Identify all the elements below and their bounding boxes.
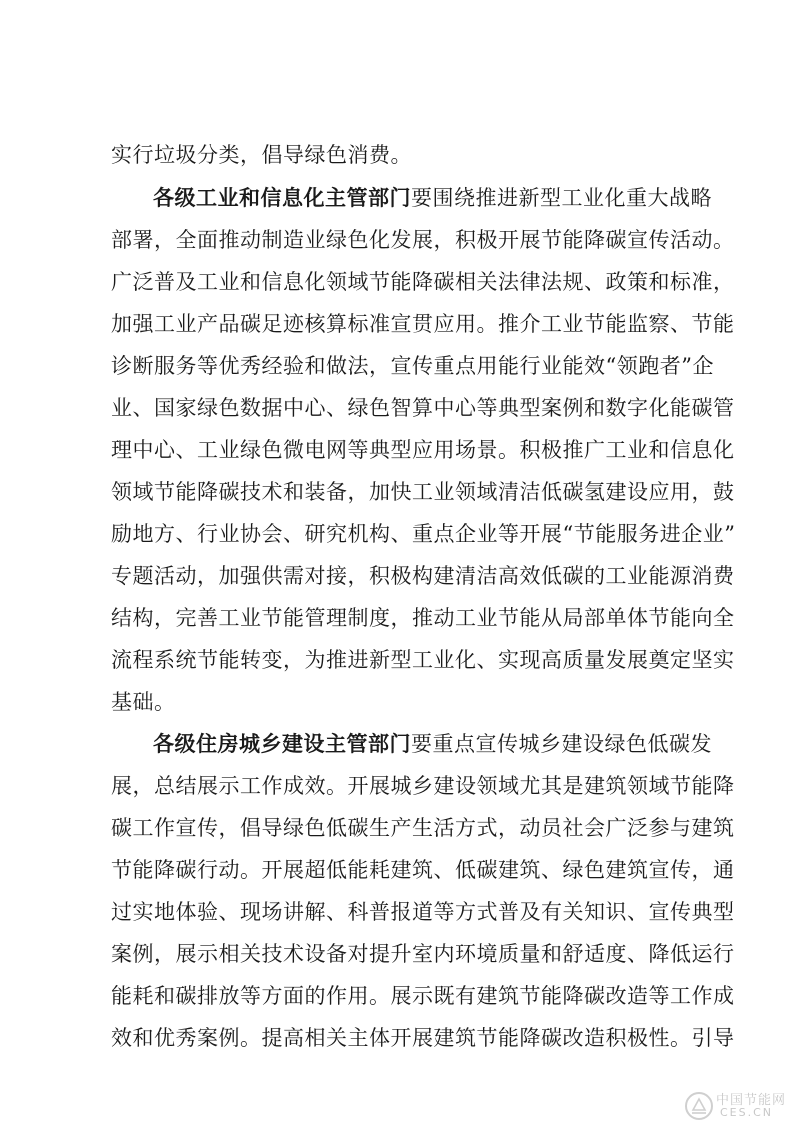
text-line: 碳工作宣传，倡导绿色低碳生产生活方式，动员社会广泛参与建筑 [111,816,735,840]
text-line: 过实地体验、现场讲解、科普报道等方式普及有关知识、宣传典型 [111,900,735,924]
watermark [684,1089,794,1123]
text-line: 基础。 [111,690,176,714]
text-line: 流程系统节能转变，为推进新型工业化、实现高质量发展奠定坚实 [111,648,735,672]
text-line: 案例，展示相关技术设备对提升室内环境质量和舒适度、降低运行 [111,942,735,966]
text-line: 加强工业产品碳足迹核算标准宣贯应用。推介工业节能监察、节能 [111,312,735,336]
text-line: 领域节能降碳技术和装备，加快工业领域清洁低碳氢建设应用，鼓 [111,480,735,504]
text-line: 专题活动，加强供需对接，积极构建清洁高效低碳的工业能源消费 [111,564,735,588]
text-line: 能耗和碳排放等方面的作用。展示既有建筑节能降碳改造等工作成 [111,984,735,1008]
text-line: 效和优秀案例。提高相关主体开展建筑节能降碳改造积极性。引导 [111,1026,735,1050]
paragraph-first-line [153,178,712,218]
watermark-en: CES.CN [720,1106,774,1119]
watermark-cn: 中国节能网 [716,1093,787,1108]
ces-logo-icon [684,1091,714,1121]
lead-heading: 各级住房城乡建设主管部门 [153,731,411,756]
lead-heading: 各级工业和信息化主管部门 [153,185,411,210]
text-run: 要重点宣传城乡建设绿色低碳发 [411,732,712,756]
text-line: 业、国家绿色数据中心、绿色智算中心等典型案例和数字化能碳管 [111,396,735,420]
text-line: 实行垃圾分类，倡导绿色消费。 [111,143,412,167]
text-line: 诊断服务等优秀经验和做法，宣传重点用能行业能效“领跑者”企 [111,354,714,378]
text-line: 励地方、行业协会、研究机构、重点企业等开展“节能服务进企业” [111,522,736,546]
text-line: 结构，完善工业节能管理制度，推动工业节能从局部单体节能向全 [111,606,735,630]
text-line: 广泛普及工业和信息化领域节能降碳相关法律法规、政策和标准， [111,270,735,294]
paragraph-first-line [153,724,712,764]
text-line: 部署，全面推动制造业绿色化发展，积极开展节能降碳宣传活动。 [111,228,735,252]
text-line: 节能降碳行动。开展超低能耗建筑、低碳建筑、绿色建筑宣传，通 [111,858,735,882]
text-line: 理中心、工业绿色微电网等典型应用场景。积极推广工业和信息化 [111,438,735,462]
text-run: 要围绕推进新型工业化重大战略 [411,186,712,210]
text-line: 展，总结展示工作成效。开展城乡建设领域尤其是建筑领域节能降 [111,774,735,798]
